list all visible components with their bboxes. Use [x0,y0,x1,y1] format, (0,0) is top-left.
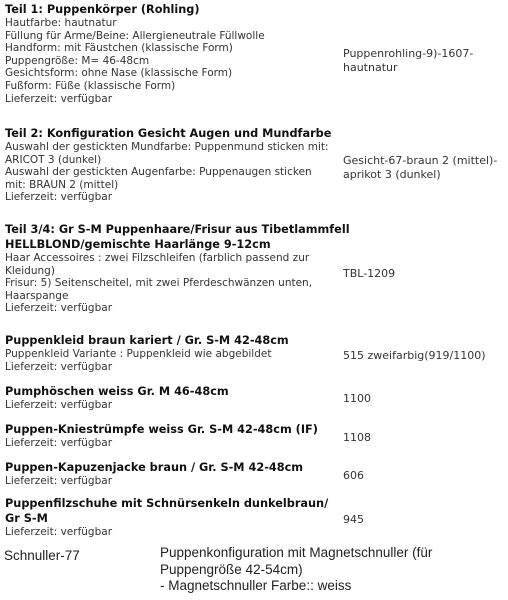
item-description [5,422,335,450]
item-sku [343,392,503,406]
pacifier-line: Puppengröße 42-54cm) [160,561,303,577]
item-line: Puppenkleid Variante : Puppenkleid wie abgebildet [5,348,272,360]
item-line: Auswahl der gestickten Mundfarbe: Puppenmund sticken mit: [5,141,329,153]
sku-line: 1100 [343,392,371,405]
item-title: Puppen-Kapuzenjacke braun / Gr. S-M 42-48cm [5,461,304,474]
item-title: Teil 3/4: Gr S-M Puppenhaare/Frisur aus Tibetlammfell HELLBLOND/gemischte Haarlänge 9-12cm [5,223,350,251]
item-delivery: Lieferzeit: verfügbar [5,475,113,487]
item-description [5,460,335,488]
item-title: Puppenkleid braun kariert / Gr. S-M 42-48cm [5,334,289,347]
item-line: Füllung für Arme/Beine: Allergieneutrale Füllwolle [5,29,265,42]
item-line: Auswahl der gestickten Augenfarbe: Puppenaugen sticken [5,166,312,179]
item-delivery: Lieferzeit: verfügbar [5,437,113,449]
item-line: Hautfarbe: hautnatur [5,17,117,29]
pacifier-line: - Magnetschnuller Farbe:: weiss [160,578,352,593]
item-line: ARICOT 3 (dunkel) [5,153,102,166]
item-description [5,496,335,539]
sku-line: 606 [343,469,364,482]
item-sku [343,154,503,182]
item-delivery: Lieferzeit: verfügbar [5,360,113,373]
item-title: Pumphöschen weiss Gr. M 46-48cm [5,385,229,398]
item-title: Puppen-Kniestrümpfe weiss Gr. S-M 42-48cm (IF) [5,423,318,436]
pacifier-description [160,545,505,595]
item-sku [343,47,503,75]
item-delivery: Lieferzeit: verfügbar [5,399,113,411]
item-title: Teil 1: Puppenkörper (Rohling) [5,3,200,16]
item-line: Fußform: Füße (klassische Form) [5,79,176,92]
item-description [5,222,350,315]
sku-line: 515 zweifarbig(919/1100) [343,349,486,362]
item-line: Haarspange [5,289,69,302]
item-description [5,2,335,105]
item-line: Handform: mit Fäustchen (klassische Form) [5,42,233,55]
item-title: Teil 2: Konfiguration Gesicht Augen und Mundfarbe [5,127,332,140]
item-delivery: Lieferzeit: verfügbar [5,302,113,315]
item-delivery: Lieferzeit: verfügbar [5,92,113,105]
item-line: Frisur: 5) Seitenscheitel, mit zwei Pferdeschwänzen unten, [5,277,313,290]
sku-line: TBL-1209 [343,267,396,280]
item-description [5,384,335,412]
sku-line: 1108 [343,431,371,444]
item-sku [343,431,503,445]
item-line: mit: BRAUN 2 (mittel) [5,178,119,191]
sku-line: aprikot 3 (dunkel) [343,168,441,181]
item-sku [343,469,503,483]
sku-line: hautnatur [343,61,398,74]
item-delivery: Lieferzeit: verfügbar [5,191,113,204]
item-line: Kleidung) [5,264,55,277]
pacifier-line: Puppenkonfiguration mit Magnetschnuller (für [160,545,433,560]
pacifier-sku: Schnuller-77 [4,548,80,563]
item-sku [343,349,503,363]
item-sku [343,267,503,281]
item-line: Haar Accessoires : zwei Filzschleifen (farblich passend zur [5,252,310,264]
item-line: Gesichtsform: ohne Nase (klassische Form) [5,67,233,80]
item-title: Puppenfilzschuhe mit Schnürsenkeln dunkelbraun/ Gr S-M [5,497,329,525]
sku-line: 945 [343,513,364,526]
item-description [5,126,335,204]
item-line: Puppengröße: M= 46-48cm [5,54,150,67]
item-sku [343,513,503,527]
sku-line: Gesicht-67-braun 2 (mittel)- [343,154,498,167]
item-description [5,333,335,373]
item-delivery: Lieferzeit: verfügbar [5,526,113,538]
sku-line: Puppenrohling-9)-1607- [343,47,474,60]
